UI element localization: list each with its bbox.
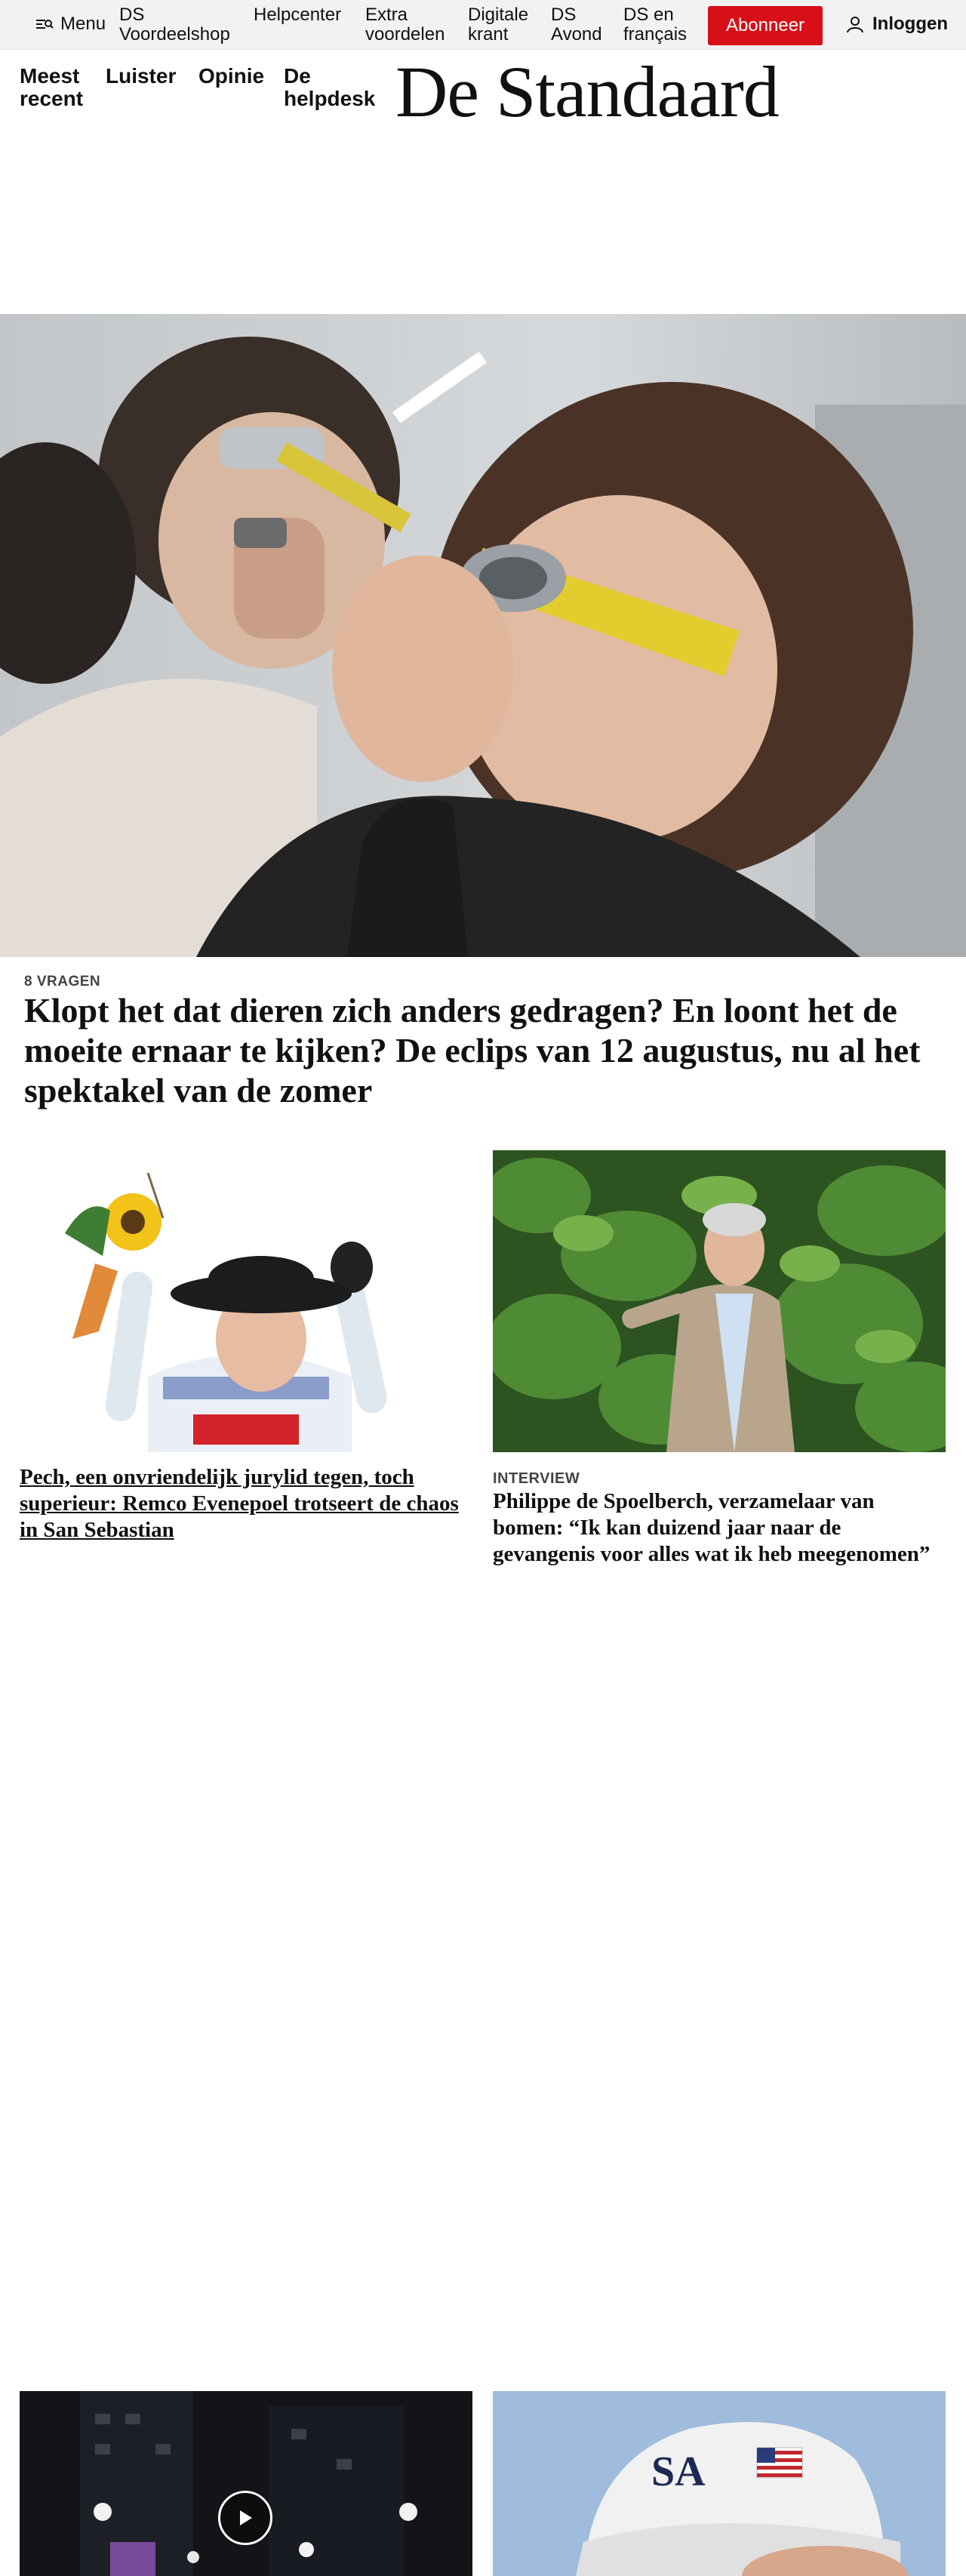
nav-opinie[interactable]: Opinie: [198, 64, 265, 88]
play-icon: [237, 2509, 254, 2527]
card-title-evenepoel[interactable]: Pech, een onvriendelijk jurylid tegen, toch superieur: Remco Evenepoel trotseert de chaos in San Sebastian: [20, 1465, 459, 1542]
link-ds-en-francais[interactable]: DS en français: [623, 5, 688, 45]
nav-meest-recent[interactable]: Meest recent: [20, 64, 84, 110]
card-image-video[interactable]: [20, 2391, 472, 2576]
hero-tag: 8 VRAGEN: [24, 974, 101, 989]
play-button[interactable]: [218, 2491, 272, 2545]
top-utility-bar: [0, 0, 966, 50]
card-title-spoelberch[interactable]: Philippe de Spoelberch, verzamelaar van bomen: “Ik kan duizend jaar naar de gevangenis voor alles wat ik heb meegenomen”: [493, 1489, 931, 1566]
link-ds-voordeelshop[interactable]: DS Voordeelshop: [119, 5, 230, 45]
nav-helpdesk[interactable]: De helpdesk: [284, 64, 376, 110]
menu-label: Menu: [60, 14, 106, 34]
nav-luister[interactable]: Luister: [106, 64, 177, 88]
card-image-usa-cap[interactable]: [493, 2391, 946, 2576]
link-helpcenter[interactable]: Helpcenter: [254, 5, 342, 25]
login-button[interactable]: [845, 14, 948, 35]
card-image-spoelberch[interactable]: [493, 1150, 946, 1452]
user-icon: [845, 14, 865, 34]
card-tag-interview: INTERVIEW: [493, 1470, 580, 1487]
link-extra-voordelen[interactable]: Extra voordelen: [365, 5, 445, 45]
menu-icon: [35, 16, 54, 32]
subscribe-button[interactable]: Abonneer: [708, 6, 823, 45]
link-ds-avond[interactable]: DS Avond: [551, 5, 602, 45]
card-image-cyclist[interactable]: [20, 1150, 472, 1452]
link-digitale-krant[interactable]: Digitale krant: [468, 5, 529, 45]
hero-image[interactable]: [0, 314, 966, 957]
hero-title[interactable]: Klopt het dat dieren zich anders gedragen? En loont het de moeite ernaar te kijken? De eclips van 12 augustus, nu al het spektakel van de zomer: [24, 991, 921, 1109]
login-label: Inloggen: [872, 14, 948, 34]
site-logo[interactable]: De Standaard: [395, 51, 779, 132]
menu-button[interactable]: [35, 14, 106, 35]
svg-text:SA: SA: [651, 2448, 706, 2495]
